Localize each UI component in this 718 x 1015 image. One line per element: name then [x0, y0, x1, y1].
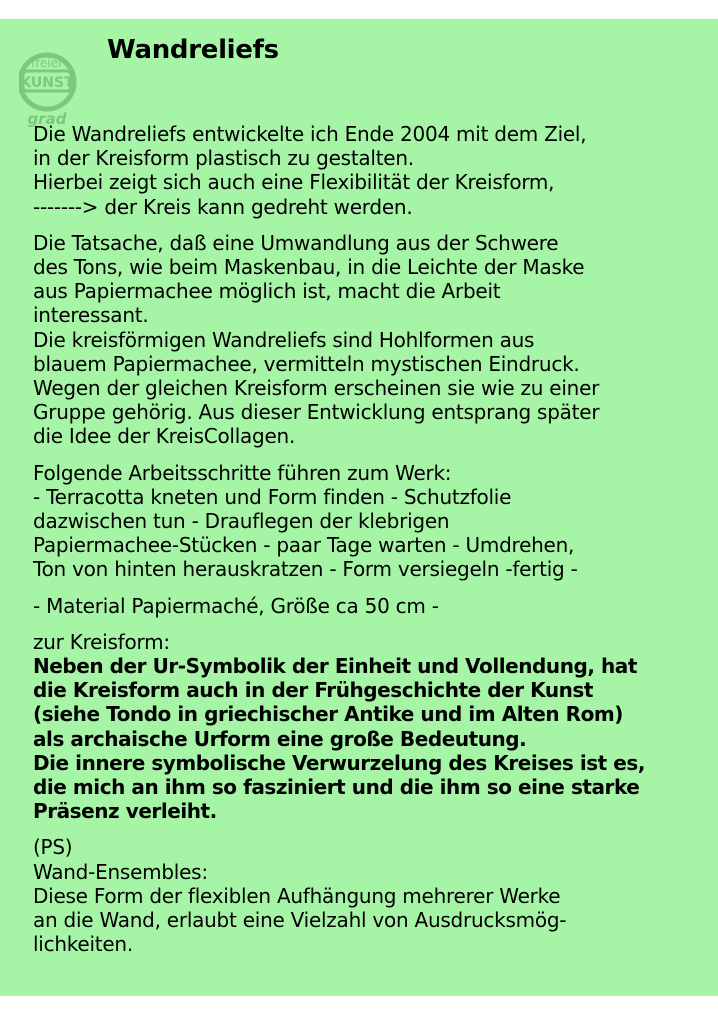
bold-text-line: Neben der Ur-Symbolik der Einheit und Vollendung, hat	[33, 654, 637, 679]
paragraph-material-size	[33, 594, 709, 618]
bold-text-line: als archaische Urform eine große Bedeutung.	[33, 726, 527, 751]
logo-text-grad: grad	[27, 110, 67, 128]
text-line: Die Tatsache, daß eine Umwandlung aus der Schwere	[33, 230, 559, 255]
bold-text-line: (siehe Tondo in griechischer Antike und im Alten Rom)	[33, 702, 623, 727]
text-line: Papiermachee-Stücken - paar Tage warten - Umdrehen,	[33, 533, 575, 558]
paragraph-material-transformation	[33, 231, 709, 449]
text-line: Wand-Ensembles:	[33, 859, 208, 884]
text-line: lichkeiten.	[33, 932, 133, 957]
text-line: Folgende Arbeitsschritte führen zum Werk:	[33, 460, 452, 485]
text-line: Die kreisförmigen Wandreliefs sind Hohlformen aus	[33, 327, 535, 352]
text-line: Gruppe gehörig. Aus dieser Entwicklung entsprang später	[33, 400, 600, 425]
text-line: Diese Form der flexiblen Aufhängung mehrerer Werke	[33, 883, 561, 908]
paragraph-wall-ensembles	[33, 835, 709, 956]
text-line: Ton von hinten herauskratzen - Form versiegeln -fertig -	[33, 557, 578, 582]
text-line: aus Papiermachee möglich ist, macht die Arbeit	[33, 279, 501, 304]
paragraph-circle-form	[33, 630, 709, 824]
text-line: - Terracotta kneten und Form finden - Schutzfolie	[33, 484, 512, 509]
page-title: Wandreliefs	[107, 35, 279, 65]
text-line: in der Kreisform plastisch zu gestalten.	[33, 146, 414, 171]
paragraph-work-steps	[33, 461, 709, 582]
article-body	[33, 122, 709, 957]
text-line: des Tons, wie beim Maskenbau, in die Leichte der Maske	[33, 255, 585, 280]
logo-text-freier: freier	[31, 56, 63, 70]
text-line: blauem Papiermachee, vermitteln mystischen Eindruck.	[33, 351, 580, 376]
text-line: -------> der Kreis kann gedreht werden.	[33, 194, 413, 219]
text-line: an die Wand, erlaubt eine Vielzahl von Ausdrucksmög-	[33, 908, 567, 933]
paragraph-intro	[33, 122, 709, 219]
bold-text-line: die Kreisform auch in der Frühgeschichte der Kunst	[33, 678, 593, 703]
logo-text-kunst: KUNST	[20, 75, 74, 91]
bold-text-line: Präsenz verleiht.	[33, 799, 217, 824]
bold-text-line: Die innere symbolische Verwurzelung des Kreises ist es,	[33, 750, 646, 775]
text-line: (PS)	[33, 835, 73, 860]
text-line: Wegen der gleichen Kreisform erscheinen sie wie zu einer	[33, 376, 600, 401]
content-panel	[0, 19, 718, 996]
text-line: dazwischen tun - Drauflegen der klebrigen	[33, 509, 450, 534]
bold-text-line: die mich an ihm so fasziniert und die ihm so eine starke	[33, 775, 640, 800]
text-line: - Material Papiermaché, Größe ca 50 cm -	[33, 593, 439, 618]
text-line: Hierbei zeigt sich auch eine Flexibilität der Kreisform,	[33, 170, 555, 195]
text-line: interessant.	[33, 303, 149, 328]
text-line: Die Wandreliefs entwickelte ich Ende 2004 mit dem Ziel,	[33, 122, 587, 146]
text-line: zur Kreisform:	[33, 629, 170, 654]
text-line: die Idee der KreisCollagen.	[33, 424, 296, 449]
